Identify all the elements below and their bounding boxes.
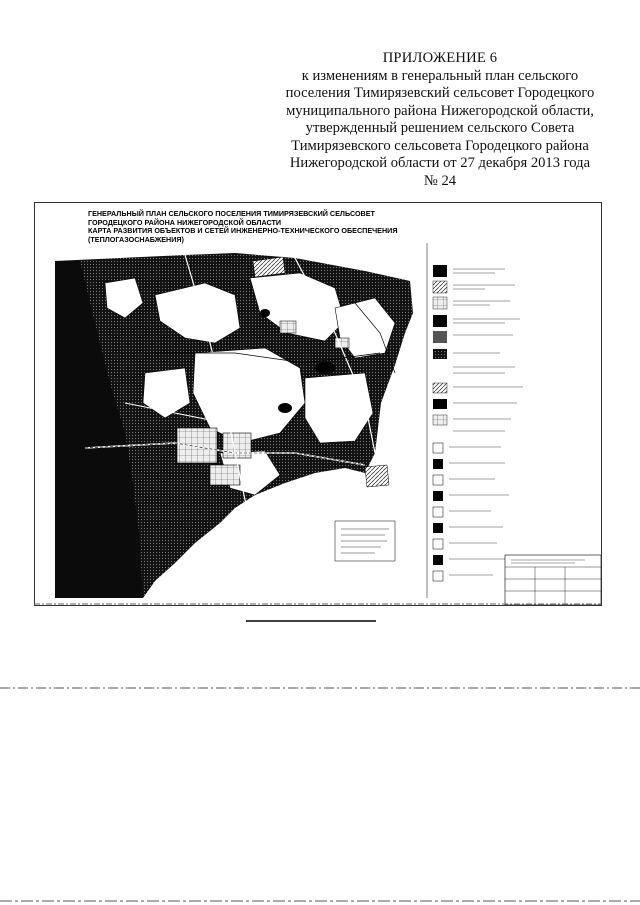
- appendix-title: ПРИЛОЖЕНИЕ 6: [382, 50, 498, 66]
- appendix-line-6: Нижегородской области от 27 декабря 2013 года: [289, 155, 591, 171]
- appendix-line-1: к изменениям в генеральный план сельского: [301, 67, 579, 84]
- map-title-line-2: ГОРОДЕЦКОГО РАЙОНА НИЖЕГОРОДСКОЙ ОБЛАСТИ: [88, 217, 282, 227]
- map-title-line-3: КАРТА РАЗВИТИЯ ОБЪЕКТОВ И СЕТЕЙ ИНЖЕНЕРНО-ТЕХНИЧЕСКОГО ОБЕСПЕЧЕНИЯ: [88, 226, 398, 236]
- appendix-line-3: муниципального района Нижегородской области,: [286, 102, 594, 119]
- appendix-line-4: утвержденный решением сельского Совета: [305, 120, 575, 136]
- map-title-line-4: (ТЕПЛОГАЗОСНАБЖЕНИЯ): [88, 234, 184, 244]
- appendix-line-5: Тимирязевского сельсовета Городецкого района: [291, 137, 589, 154]
- legend-text-lines: [449, 269, 523, 575]
- map-title: [88, 210, 428, 244]
- appendix-line-2: поселения Тимирязевский сельсовет Городецкого: [285, 85, 595, 101]
- appendix-number: № 24: [423, 172, 457, 189]
- page-artifacts: [0, 600, 640, 905]
- legend-symbols: [433, 265, 447, 581]
- map-image: [35, 203, 602, 606]
- map-title-line-1: ГЕНЕРАЛЬНЫЙ ПЛАН СЕЛЬСКОГО ПОСЕЛЕНИЯ ТИМИРЯЗЕВСКИЙ СЕЛЬСОВЕТ: [88, 209, 375, 218]
- title-stamp: [505, 555, 601, 605]
- appendix-header: [240, 50, 640, 190]
- map-sheet: [34, 202, 602, 606]
